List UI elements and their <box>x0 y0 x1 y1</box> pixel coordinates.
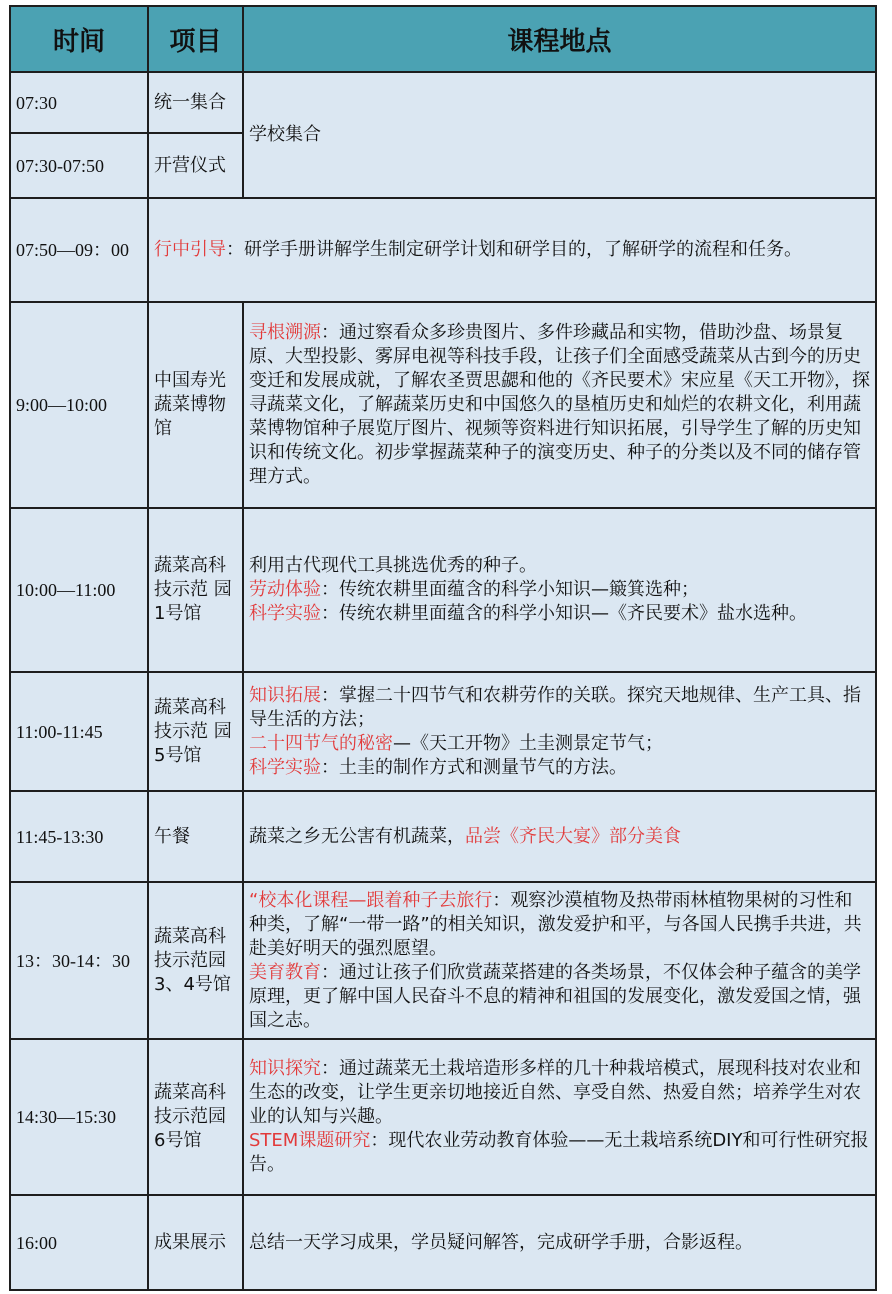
table-row <box>10 672 876 791</box>
table-row <box>10 1195 876 1290</box>
highlight-text: 劳动体验 <box>249 579 321 600</box>
desc-text: 利用古代现代工具挑选优秀的种子。 <box>249 555 537 576</box>
desc-text: ：通过让孩子们欣赏蔬菜搭建的各类场景，不仅体会种子蕴含的美学原理，更了解中国人民奋斗不息的精神和祖国的发展变化，激发爱国之情，强国之志。 <box>249 961 861 1031</box>
row-desc <box>243 791 876 882</box>
header-time: 时间 <box>10 6 148 72</box>
row-time: 14:30—15:30 <box>10 1039 148 1195</box>
highlight-text: 美育教育 <box>249 961 321 983</box>
row-desc <box>243 508 876 672</box>
highlight-text: 二十四节气的秘密 <box>249 732 393 754</box>
table-row <box>10 1039 876 1195</box>
row-time: 9:00—10:00 <box>10 302 148 508</box>
table-row <box>10 302 876 508</box>
desc-text: ：传统农耕里面蕴含的科学小知识—簸箕选种； <box>321 579 699 600</box>
desc-text: ：土圭的制作方式和测量节气的方法。 <box>321 756 627 778</box>
row-time: 07:50—09：00 <box>10 198 148 302</box>
row-item: 蔬菜高科技示范园3、4号馆 <box>148 882 243 1039</box>
row-item: 统一集合 <box>148 72 243 133</box>
row-time: 07:30-07:50 <box>10 133 148 198</box>
row-item: 蔬菜高科技示范 园1号馆 <box>148 508 243 672</box>
row-item: 开营仪式 <box>148 133 243 198</box>
row-time: 10:00—11:00 <box>10 508 148 672</box>
desc-text: ：掌握二十四节气和农耕劳作的关联。探究天地规律、生产工具、指导生活的方法； <box>249 684 861 730</box>
highlight-text: 寻根溯源 <box>249 322 321 343</box>
row-time: 16:00 <box>10 1195 148 1290</box>
row-time: 07:30 <box>10 72 148 133</box>
row-desc: 总结一天学习成果，学员疑问解答，完成研学手册，合影返程。 <box>243 1195 876 1290</box>
table-row <box>10 882 876 1039</box>
desc-text: ：研学手册讲解学生制定研学计划和研学目的，了解研学的流程和任务。 <box>226 239 802 260</box>
row-item: 成果展示 <box>148 1195 243 1290</box>
row-item: 午餐 <box>148 791 243 882</box>
table-row <box>10 508 876 672</box>
table-row <box>10 198 876 302</box>
desc-text: ：通过察看众多珍贵图片、多件珍藏品和实物，借助沙盘、场景复原、大型投影、雾屏电视等科技手段，让孩子们全面感受蔬菜从古到今的历史变迁和发展成就，了解农圣贾思勰和他的《齐民要术》宋应星《天工开物》，探寻蔬菜文化，了解蔬菜历史和中国悠久的垦植历史和灿烂的农耕文化，利用蔬菜博物馆种子展览厅图片、视频等资料进行知识拓展，引导学生了解的历史知识和传统文化。初步掌握蔬菜种子的演变历史、种子的分类以及不同的储存管理方式。 <box>249 322 870 487</box>
row-desc <box>148 198 876 302</box>
desc-text: ：通过蔬菜无土栽培造形多样的几十种栽培模式，展现科技对农业和生态的改变，让学生更亲切地接近自然、享受自然、热爱自然；培养学生对农业的认知与兴趣。 <box>249 1058 861 1127</box>
row-desc <box>243 1039 876 1195</box>
row-time: 13：30-14：30 <box>10 882 148 1039</box>
row-desc: 学校集合 <box>243 72 876 198</box>
highlight-text: 知识拓展 <box>249 684 321 706</box>
desc-text: —《天工开物》土圭测景定节气； <box>393 732 663 754</box>
row-time: 11:45-13:30 <box>10 791 148 882</box>
row-desc <box>243 882 876 1039</box>
highlight-text: 行中引导 <box>154 239 226 260</box>
highlight-text: 科学实验 <box>249 756 321 778</box>
row-desc <box>243 672 876 791</box>
highlight-text: 科学实验 <box>249 603 321 624</box>
row-item: 蔬菜高科技示范园6号馆 <box>148 1039 243 1195</box>
table-row <box>10 72 876 133</box>
highlight-text: 知识探究 <box>249 1058 321 1079</box>
desc-text: 蔬菜之乡无公害有机蔬菜， <box>249 825 465 847</box>
highlight-text: 品尝《齐民大宴》部分美食 <box>465 825 681 847</box>
desc-text: ：观察沙漠植物及热带雨林植物果树的习性和种类，了解“一带一路”的相关知识，激发爱护和平，与各国人民携手共进，共赴美好明天的强烈愿望。 <box>249 889 862 959</box>
row-item: 中国寿光蔬菜博物馆 <box>148 302 243 508</box>
row-time: 11:00-11:45 <box>10 672 148 791</box>
header-item: 项目 <box>148 6 243 72</box>
highlight-text: STEM课题研究 <box>249 1130 371 1151</box>
table-row <box>10 791 876 882</box>
row-desc <box>243 302 876 508</box>
row-item: 蔬菜高科技示范 园5号馆 <box>148 672 243 791</box>
header-location: 课程地点 <box>243 6 876 72</box>
schedule-table <box>9 5 877 1291</box>
desc-text: ：传统农耕里面蕴含的科学小知识—《齐民要术》盐水选种。 <box>321 603 807 624</box>
desc-text: ：现代农业劳动教育体验——无土栽培系统DIY和可行性研究报告。 <box>249 1130 869 1175</box>
highlight-text: “校本化课程—跟着种子去旅行 <box>249 889 493 911</box>
header-row <box>10 6 876 72</box>
